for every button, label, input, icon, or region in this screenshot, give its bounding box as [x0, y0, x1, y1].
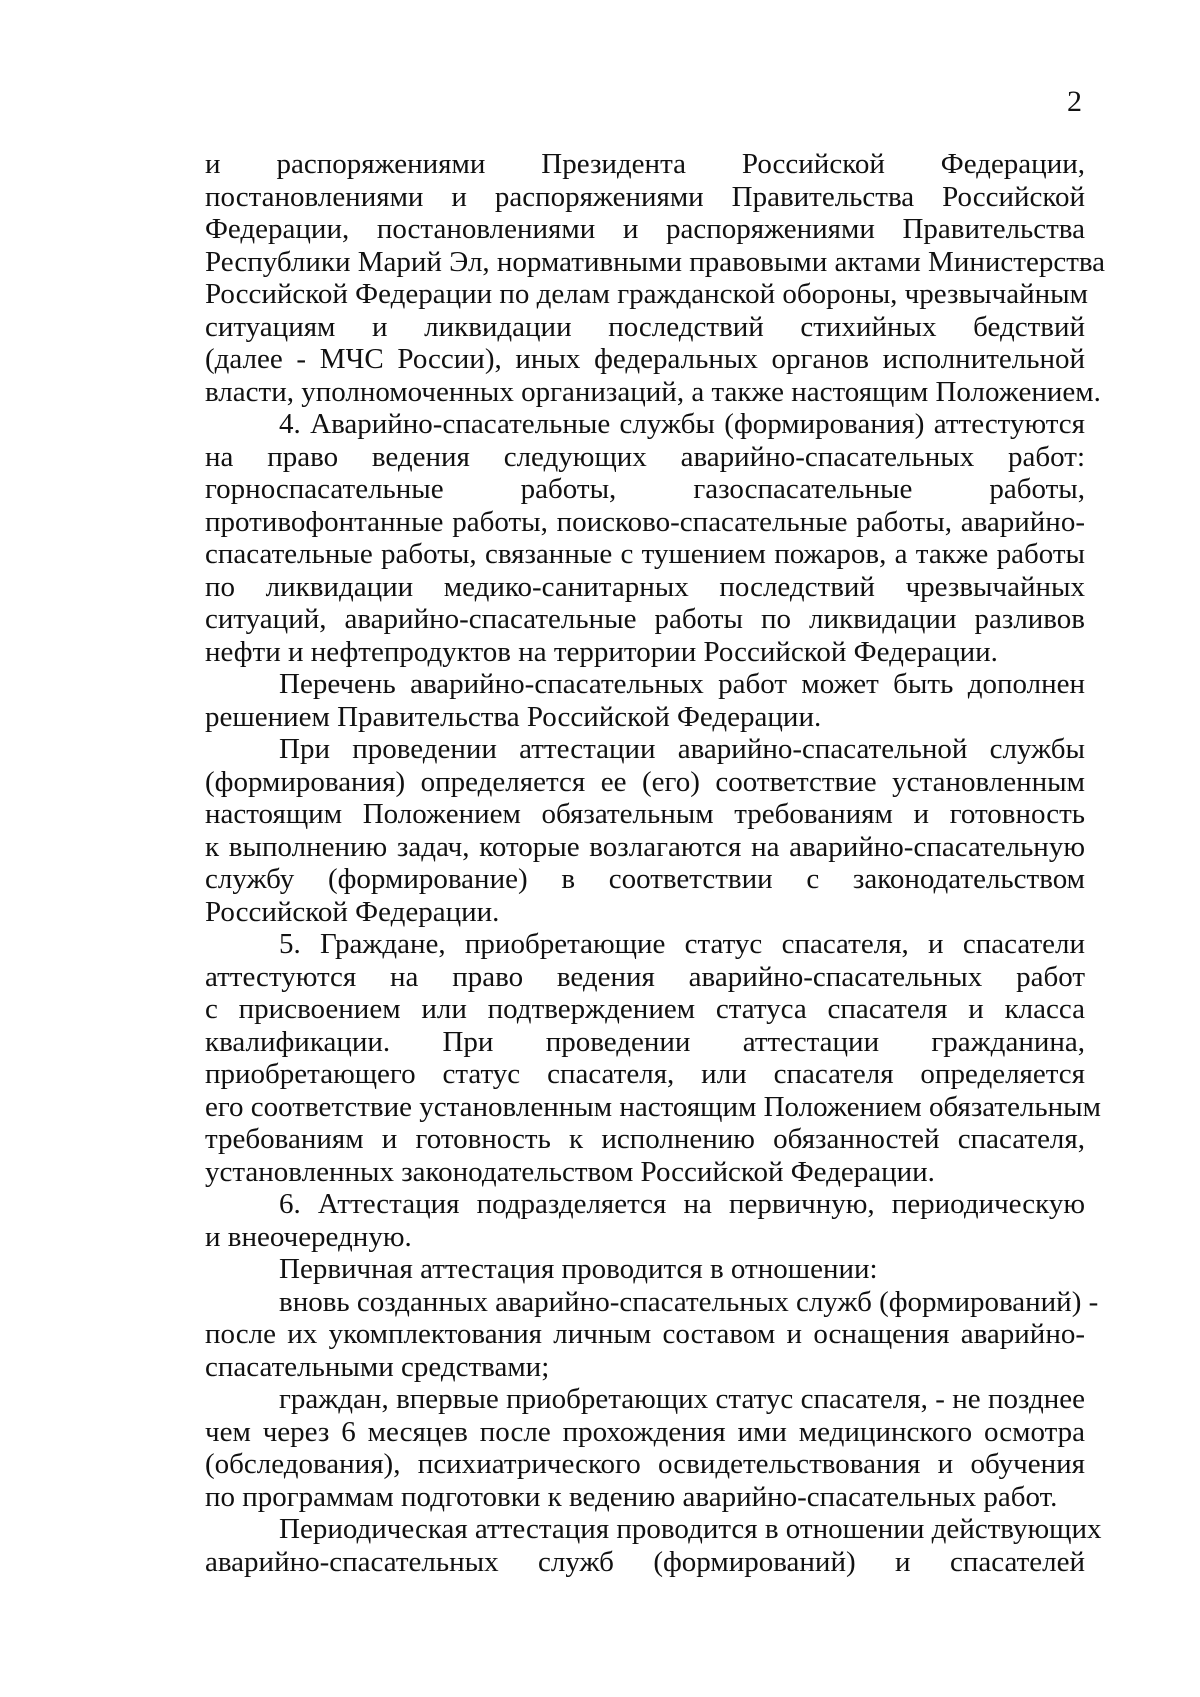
text-line: Республики Марий Эл, нормативными правовыми актами Министерства	[205, 245, 1106, 278]
paragraph	[205, 1513, 1102, 1578]
text-line: Периодическая аттестация проводится в отношении действующих	[279, 1513, 1102, 1545]
text-line: постановлениями и распоряжениями Правительства Российской	[205, 180, 1085, 213]
text-line: аттестуются на право ведения аварийно-спасательных работ	[205, 960, 1085, 993]
text-line: противофонтанные работы, поисково-спасательные работы, аварийно-	[205, 505, 1085, 538]
text-line: вновь созданных аварийно-спасательных служб (формирований) -	[279, 1285, 1099, 1318]
paragraph	[205, 148, 1106, 408]
page-number: 2	[1067, 85, 1082, 118]
text-line: чем через 6 месяцев после прохождения ими медицинского осмотра	[205, 1415, 1085, 1448]
text-line: граждан, впервые приобретающих статус спасателя, - не позднее	[279, 1383, 1085, 1415]
text-line: 5. Граждане, приобретающие статус спасателя, и спасатели	[279, 928, 1085, 960]
text-line: решением Правительства Российской Федерации.	[205, 700, 822, 733]
text-line: квалификации. При проведении аттестации гражданина,	[205, 1025, 1085, 1058]
text-line: спасательными средствами;	[205, 1350, 550, 1383]
text-line: и внеочередную.	[205, 1220, 412, 1253]
text-line: спасательные работы, связанные с тушением пожаров, а также работы	[205, 538, 1085, 570]
text-line: его соответствие установленным настоящим Положением обязательным	[205, 1090, 1102, 1123]
text-line: по программам подготовки к ведению аварийно-спасательных работ.	[205, 1480, 1058, 1513]
text-line: к выполнению задач, которые возлагаются на аварийно-спасательную	[205, 830, 1085, 863]
text-line: горноспасательные работы, газоспасательные работы,	[205, 473, 1085, 505]
text-line: и распоряжениями Президента Российской Федерации,	[205, 148, 1085, 180]
text-line: 6. Аттестация подразделяется на первичную, периодическую	[279, 1188, 1085, 1220]
text-line: ситуаций, аварийно-спасательные работы по ликвидации разливов	[205, 603, 1085, 635]
text-line: с присвоением или подтверждением статуса спасателя и класса	[205, 993, 1085, 1025]
text-line: Российской Федерации.	[205, 895, 500, 928]
text-line: после их укомплектования личным составом и оснащения аварийно-	[205, 1318, 1085, 1350]
text-line: Перечень аварийно-спасательных работ может быть дополнен	[279, 668, 1085, 700]
text-line: приобретающего статус спасателя, или спасателя определяется	[205, 1058, 1085, 1090]
text-line: 4. Аварийно-спасательные службы (формирования) аттестуются	[279, 408, 1085, 440]
paragraph	[205, 1253, 1085, 1286]
paragraph	[205, 408, 1085, 668]
text-line: ситуациям и ликвидации последствий стихийных бедствий	[205, 310, 1085, 343]
text-line: по ликвидации медико-санитарных последствий чрезвычайных	[205, 570, 1085, 603]
paragraph	[205, 733, 1085, 928]
paragraph	[205, 1188, 1085, 1253]
paragraph	[205, 1285, 1099, 1384]
text-line: Российской Федерации по делам гражданской обороны, чрезвычайным	[205, 278, 1088, 310]
text-line: службу (формирование) в соответствии с законодательством	[205, 863, 1085, 895]
text-line: (обследования), психиатрического освидетельствования и обучения	[205, 1448, 1085, 1480]
text-line: власти, уполномоченных организаций, а также настоящим Положением.	[205, 375, 1101, 408]
text-line: При проведении аттестации аварийно-спасательной службы	[279, 733, 1085, 765]
text-line: на право ведения следующих аварийно-спасательных работ:	[205, 440, 1085, 473]
document-body	[205, 148, 1106, 1578]
text-line: (формирования) определяется ее (его) соответствие установленным	[205, 765, 1085, 798]
text-line: (далее - МЧС России), иных федеральных органов исполнительной	[205, 343, 1085, 375]
text-line: нефти и нефтепродуктов на территории Российской Федерации.	[205, 635, 998, 668]
text-line: Федерации, постановлениями и распоряжениями Правительства	[205, 213, 1085, 245]
text-line: настоящим Положением обязательным требованиям и готовность	[205, 798, 1085, 830]
paragraph	[205, 1383, 1085, 1513]
text-line: Первичная аттестация проводится в отношении:	[279, 1253, 878, 1285]
text-line: установленных законодательством Российской Федерации.	[205, 1155, 935, 1188]
text-line: аварийно-спасательных служб (формирований) и спасателей	[205, 1545, 1085, 1578]
text-line: требованиям и готовность к исполнению обязанностей спасателя,	[205, 1123, 1085, 1155]
paragraph	[205, 668, 1085, 733]
paragraph	[205, 928, 1102, 1188]
